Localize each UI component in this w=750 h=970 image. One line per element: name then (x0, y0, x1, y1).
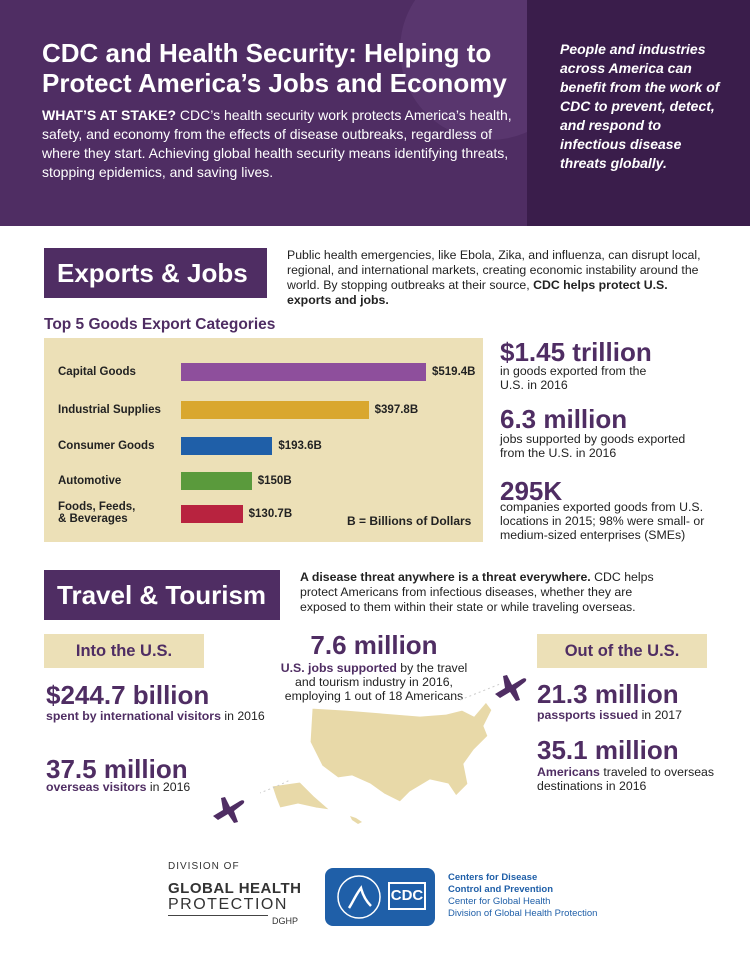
hhs-seal-icon (335, 872, 383, 922)
visitor-spending-rest: in 2016 (224, 709, 265, 723)
chart-bar (181, 472, 252, 490)
stat-companies-text: companies exported goods from U.S. locations in 2015; 98% were small- or medium-sized enterprises (SMEs) (500, 500, 705, 542)
chart-value-label: $130.7B (248, 508, 293, 520)
americans-travel-value: 35.1 million (537, 735, 679, 765)
export-bar-chart (44, 338, 483, 542)
chart-bar (181, 401, 369, 419)
chart-title: Top 5 Goods Export Categories (44, 316, 276, 333)
stat-exports-text: in goods exported from the U.S. in 2016 (500, 364, 647, 392)
travel-intro-bold: A disease threat anywhere is a threat everywhere. (300, 570, 591, 584)
chart-value-label: $193.6B (278, 440, 322, 452)
travel-jobs-bold: U.S. jobs supported (280, 661, 397, 675)
whats-at-stake (42, 106, 512, 182)
overseas-visitors-rest: in 2016 (149, 780, 191, 794)
visitor-spending-text (46, 709, 266, 723)
exports-jobs-heading: Exports & Jobs (44, 248, 267, 298)
airplane-icon-left (207, 788, 247, 828)
travel-jobs-rest: by the travel and tourism industry in 2016, employing 1 out of 18 Americans (284, 661, 468, 703)
visitor-spending-bold: spent by international visitors (46, 709, 221, 723)
into-us-label: Into the U.S. (44, 634, 204, 668)
chart-category-label: Capital Goods (58, 366, 136, 378)
dghp-abbr: DGHP (272, 916, 299, 926)
americans-travel-rest: traveled to overseas destinations in 2016 (537, 765, 715, 793)
travel-jobs-value: 7.6 million (310, 630, 438, 660)
stake-label: WHAT’S AT STAKE? (42, 107, 177, 123)
airplane-icon-right (487, 664, 529, 706)
stat-companies-value: 295K (500, 476, 563, 506)
exports-intro-bold: CDC helps protect U.S. exports and jobs. (287, 278, 668, 307)
chart-category-label: Automotive (58, 475, 122, 487)
us-map-illustration (260, 680, 520, 830)
stat-jobs-value: 6.3 million (500, 404, 628, 434)
passports-value: 21.3 million (537, 679, 679, 709)
cdc-logo-text: CDC (388, 882, 426, 910)
dghp-rule (168, 915, 268, 916)
overseas-visitors-bold: overseas visitors (46, 780, 147, 794)
alaska-shape (272, 782, 330, 810)
americans-travel-text (537, 765, 717, 793)
chart-unit-note: B = Billions of Dollars (347, 514, 472, 528)
hawaii-shape (350, 816, 362, 824)
chart-value-label: $519.4B (432, 366, 476, 378)
exports-intro (287, 248, 707, 308)
dghp-protection: PROTECTION (168, 896, 288, 913)
org-line-3: Center for Global Health (448, 896, 551, 907)
chart-value-label: $397.8B (374, 404, 419, 416)
chart-category-label: Consumer Goods (58, 440, 155, 452)
org-line-4: Division of Global Health Protection (448, 908, 598, 919)
stake-text: CDC’s health security work protects America’s health, safety, and economy from the effects of disease outbreaks, regardless of where they start. Achieving global health security means identifying threats, stopping epidemics, and saving lives. (42, 107, 512, 180)
travel-intro-text: CDC helps protect Americans from infectious diseases, whether they are exposed to them within their state or while traveling overseas. (300, 570, 654, 614)
dghp-division-of: DIVISION OF (168, 861, 240, 872)
travel-intro (300, 570, 680, 615)
passports-text (537, 708, 727, 722)
org-line-2: Control and Prevention (448, 884, 554, 895)
overseas-visitors-value: 37.5 million (46, 754, 188, 784)
us-map-shape (310, 702, 492, 802)
passports-bold: passports issued (537, 708, 639, 722)
americans-travel-bold: Americans (537, 765, 600, 779)
chart-bar (181, 363, 426, 381)
chart-bar (181, 505, 243, 523)
chart-category-label: Industrial Supplies (58, 404, 161, 416)
passports-rest: in 2017 (641, 708, 682, 722)
out-of-us-label: Out of the U.S. (537, 634, 707, 668)
visitor-spending-value: $244.7 billion (46, 680, 210, 710)
stat-jobs-text: jobs supported by goods exported from the U.S. in 2016 (500, 432, 686, 460)
chart-bar (181, 437, 272, 455)
chart-category-label: Foods, Feeds, & Beverages (58, 501, 136, 525)
org-line-1: Centers for Disease (448, 872, 538, 883)
exports-intro-text: Public health emergencies, like Ebola, Zika, and influenza, can disrupt local, regional, and international markets, creating economic instability around the world. By stopping outbreaks at their source, (287, 248, 701, 292)
chart-value-label: $150B (257, 475, 292, 487)
travel-tourism-heading: Travel & Tourism (44, 570, 280, 620)
dghp-global-health: GLOBAL HEALTH (168, 880, 302, 897)
stat-exports-value: $1.45 trillion (500, 337, 652, 367)
side-quote: People and industries across America can benefit from the work of CDC to prevent, detect, and respond to infectious disease threats globally. (560, 41, 720, 171)
page-title: CDC and Health Security: Helping to Protect America’s Jobs and Economy (42, 38, 507, 98)
